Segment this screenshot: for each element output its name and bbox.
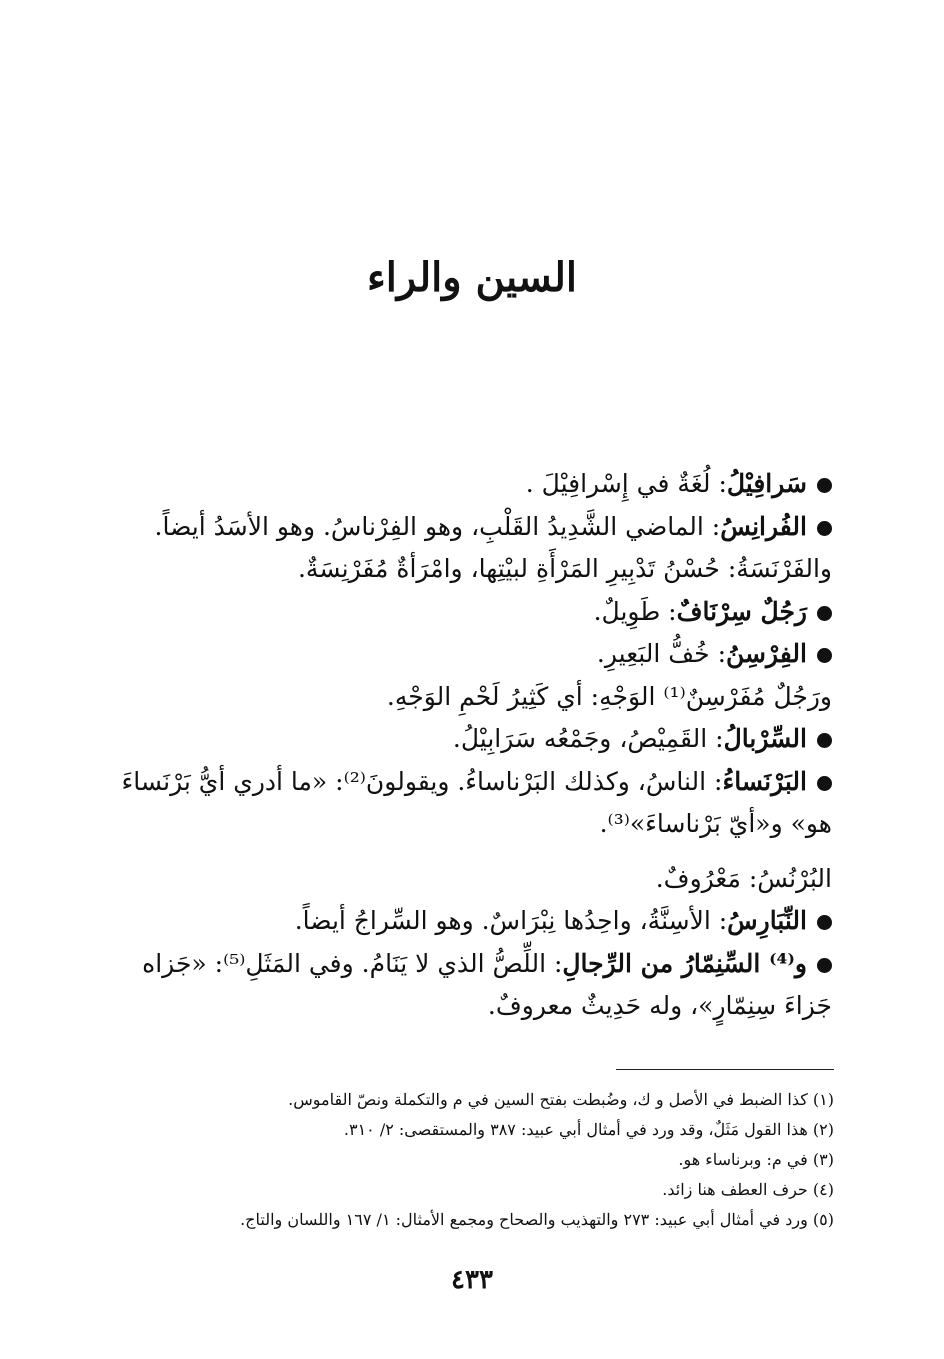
entry bbox=[108, 676, 832, 719]
entry-text: : طَوِيلٌ. bbox=[593, 596, 677, 626]
entry bbox=[108, 761, 832, 846]
entry bbox=[108, 633, 832, 676]
page-number: ٤٣٣ bbox=[451, 1265, 493, 1295]
entry bbox=[108, 591, 832, 634]
entry bbox=[108, 548, 832, 591]
bullet-icon bbox=[817, 648, 832, 663]
entry-term: و⁽⁴⁾ السِّنِمّارُ من الرِّجالِ bbox=[562, 948, 807, 978]
dictionary-entries bbox=[108, 463, 832, 1028]
entry-text: والفَرْنَسَةُ: حُسْنُ تَدْبِيرِ المَرْأَةِ لبيْتِها، وامْرَأةٌ مُفَرْنِسَةٌ. bbox=[297, 554, 832, 583]
entry bbox=[108, 463, 832, 506]
entry bbox=[108, 943, 832, 1028]
bullet-icon bbox=[817, 478, 832, 493]
footnote: (٢) هذا القول مَثَلٌ، وقد ورد في أمثال أبي عبيد: ٣٨٧ والمستقصى: ٢/ ٣١٠. bbox=[343, 1120, 834, 1139]
entry-text: : الأسِنَّةُ، واحِدُها نِبْرَاسٌ. وهو السِّراجُ أيضاً. bbox=[294, 906, 728, 935]
entry bbox=[108, 506, 832, 549]
entry bbox=[108, 900, 832, 943]
entry bbox=[108, 718, 832, 761]
entry-term: البَرْنَساءُ bbox=[722, 766, 807, 796]
entry-text: : القَمِيْصُ، وجَمْعُه سَرَابِيْلُ. bbox=[452, 724, 724, 753]
footnote: (١) كذا الضبط في الأصل و ك، وضُبطت بفتح السين في م والتكملة ونصّ القاموس. bbox=[288, 1090, 834, 1109]
entry-text: : لُغَةٌ في إِسْرافِيْلَ . bbox=[525, 469, 727, 498]
bullet-icon bbox=[817, 776, 832, 791]
entry-term: السِّرْبالُ bbox=[723, 724, 807, 753]
footnote: (٣) في م: وبرناساء هو. bbox=[678, 1150, 834, 1169]
entry-term: الفُرانِسُ bbox=[720, 511, 807, 541]
footnotes bbox=[100, 1085, 834, 1235]
entry-term: النِّبَارِسُ bbox=[727, 906, 807, 935]
entry-text: : الناسُ، وكذلك البَرْناساءُ. ويقولونَ⁽²⁾: «ما أدري أيُّ بَرْنَساءَ هو» و«أيّ بَرْناساءَ»⁽³⁾. bbox=[121, 766, 832, 838]
entry-term: الفِرْسِنُ bbox=[726, 639, 807, 668]
bullet-icon bbox=[817, 606, 832, 621]
footnote: (٤) حرف العطف هنا زائد. bbox=[662, 1180, 834, 1199]
spacer bbox=[108, 846, 832, 858]
footnote: (٥) ورد في أمثال أبي عبيد: ٢٧٣ والتهذيب والصحاح ومجمع الأمثال: ١/ ١٦٧ واللسان والتاج. bbox=[240, 1210, 834, 1229]
entry-text: : خُفُّ البَعِيرِ. bbox=[596, 639, 727, 668]
entry-term: سَرافِيْلُ bbox=[726, 469, 807, 498]
bullet-icon bbox=[817, 521, 832, 536]
entry bbox=[108, 858, 832, 901]
bullet-icon bbox=[817, 733, 832, 748]
bullet-icon bbox=[817, 958, 832, 973]
bullet-icon bbox=[817, 915, 832, 930]
footnote-divider bbox=[616, 1069, 834, 1070]
entry-text: : اللِّصُّ الذي لا يَنَامُ. وفي المَثَلِ⁽⁵⁾: «جَزاه جَزاءَ سِنِمّارٍ»، وله حَدِيثٌ معروفٌ. bbox=[142, 948, 832, 1020]
chapter-title: السين والراء bbox=[366, 254, 578, 301]
entry-text: البُرْنُسُ: مَعْرُوفٌ. bbox=[655, 863, 832, 893]
entry-text: : الماضي الشَّدِيدُ القَلْبِ، وهو الفِرْناسُ. وهو الأسَدُ أيضاً. bbox=[154, 511, 721, 541]
entry-text: ورَجُلٌ مُفَرْسِنٌ⁽¹⁾ الوَجْهِ: أي كَثِيرُ لَحْمِ الوَجْهِ. bbox=[386, 681, 832, 711]
entry-term: رَجُلٌ سِرْنَافٌ bbox=[676, 596, 807, 626]
